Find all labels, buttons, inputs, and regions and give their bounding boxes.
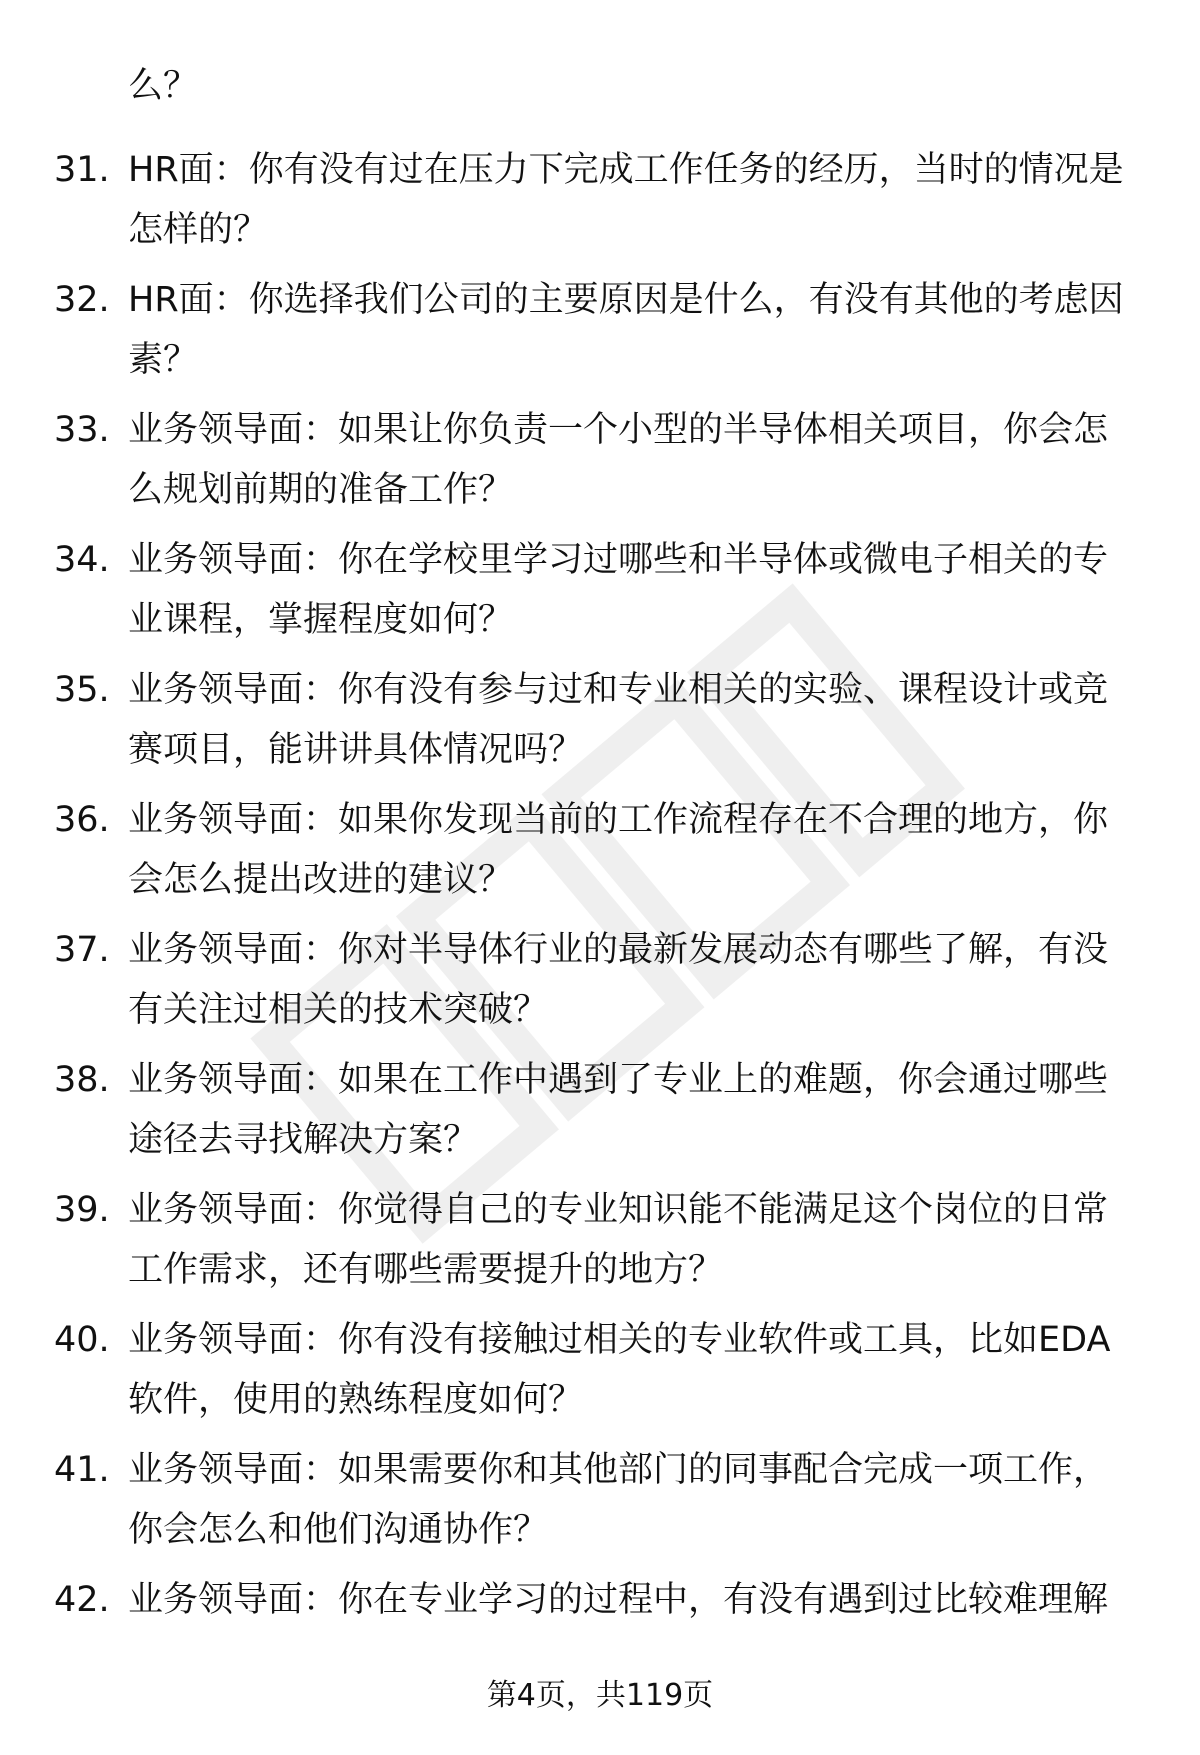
page-footer: 第4页，共119页 bbox=[486, 1678, 714, 1713]
question-item bbox=[0, 270, 1200, 400]
question-line: HR面：你有没有过在压力下完成工作任务的经历，当时的情况是 bbox=[128, 150, 1124, 190]
question-text bbox=[128, 400, 1158, 520]
question-number: 32. bbox=[54, 280, 110, 320]
question-number: 40. bbox=[54, 1320, 110, 1360]
continuation-text: 么？ bbox=[128, 66, 199, 106]
question-line: 素？ bbox=[128, 340, 199, 380]
question-item bbox=[0, 140, 1200, 270]
question-line: 业务领导面：你在学校里学习过哪些和半导体或微电子相关的专 bbox=[128, 540, 1109, 580]
question-line: 你会怎么和他们沟通协作？ bbox=[128, 1510, 549, 1550]
question-line: 途径去寻找解决方案？ bbox=[128, 1120, 479, 1160]
question-number: 39. bbox=[54, 1190, 110, 1230]
question-text bbox=[128, 1180, 1158, 1300]
question-text bbox=[128, 660, 1158, 780]
question-number: 35. bbox=[54, 670, 110, 710]
question-line: 业务领导面：如果在工作中遇到了专业上的难题，你会通过哪些 bbox=[128, 1060, 1109, 1100]
question-text bbox=[128, 1570, 1158, 1630]
question-line: 业务领导面：如果需要你和其他部门的同事配合完成一项工作， bbox=[128, 1450, 1109, 1490]
question-item bbox=[0, 400, 1200, 530]
question-number: 34. bbox=[54, 540, 110, 580]
question-item bbox=[0, 1310, 1200, 1440]
question-line: 有关注过相关的技术突破？ bbox=[128, 990, 549, 1030]
question-number: 41. bbox=[54, 1450, 110, 1490]
question-number: 33. bbox=[54, 410, 110, 450]
question-line: 业务领导面：你在专业学习的过程中，有没有遇到过比较难理解 bbox=[128, 1580, 1109, 1620]
question-text bbox=[128, 530, 1158, 650]
question-line: 会怎么提出改进的建议？ bbox=[128, 860, 514, 900]
question-text bbox=[128, 1050, 1158, 1170]
question-line: HR面：你选择我们公司的主要原因是什么，有没有其他的考虑因 bbox=[128, 280, 1124, 320]
question-line: 业务领导面：如果你发现当前的工作流程存在不合理的地方，你 bbox=[128, 800, 1109, 840]
question-text bbox=[128, 1440, 1158, 1560]
question-text bbox=[128, 140, 1158, 260]
question-item bbox=[0, 1440, 1200, 1570]
question-line: 业务领导面：你有没有接触过相关的专业软件或工具，比如EDA bbox=[128, 1320, 1111, 1360]
question-text bbox=[128, 270, 1158, 390]
question-item bbox=[0, 1180, 1200, 1310]
question-number: 42. bbox=[54, 1580, 110, 1620]
question-line: 么规划前期的准备工作？ bbox=[128, 470, 514, 510]
question-line: 工作需求，还有哪些需要提升的地方？ bbox=[128, 1250, 724, 1290]
question-list bbox=[0, 140, 1200, 1700]
question-item bbox=[0, 530, 1200, 660]
question-item bbox=[0, 660, 1200, 790]
question-item bbox=[0, 790, 1200, 920]
question-line: 赛项目，能讲讲具体情况吗？ bbox=[128, 730, 584, 770]
question-item bbox=[0, 1050, 1200, 1180]
question-text bbox=[128, 920, 1158, 1040]
question-line: 业务领导面：你有没有参与过和专业相关的实验、课程设计或竞 bbox=[128, 670, 1109, 710]
question-line: 怎样的？ bbox=[128, 210, 269, 250]
question-line: 业务领导面：如果让你负责一个小型的半导体相关项目，你会怎 bbox=[128, 410, 1109, 450]
question-text bbox=[128, 1310, 1158, 1430]
question-line: 业课程，掌握程度如何？ bbox=[128, 600, 514, 640]
question-number: 37. bbox=[54, 930, 110, 970]
question-number: 38. bbox=[54, 1060, 110, 1100]
question-number: 36. bbox=[54, 800, 110, 840]
question-text bbox=[128, 790, 1158, 910]
question-item bbox=[0, 920, 1200, 1050]
question-number: 31. bbox=[54, 150, 110, 190]
question-line: 业务领导面：你对半导体行业的最新发展动态有哪些了解，有没 bbox=[128, 930, 1109, 970]
question-line: 软件，使用的熟练程度如何？ bbox=[128, 1380, 584, 1420]
question-line: 业务领导面：你觉得自己的专业知识能不能满足这个岗位的日常 bbox=[128, 1190, 1109, 1230]
